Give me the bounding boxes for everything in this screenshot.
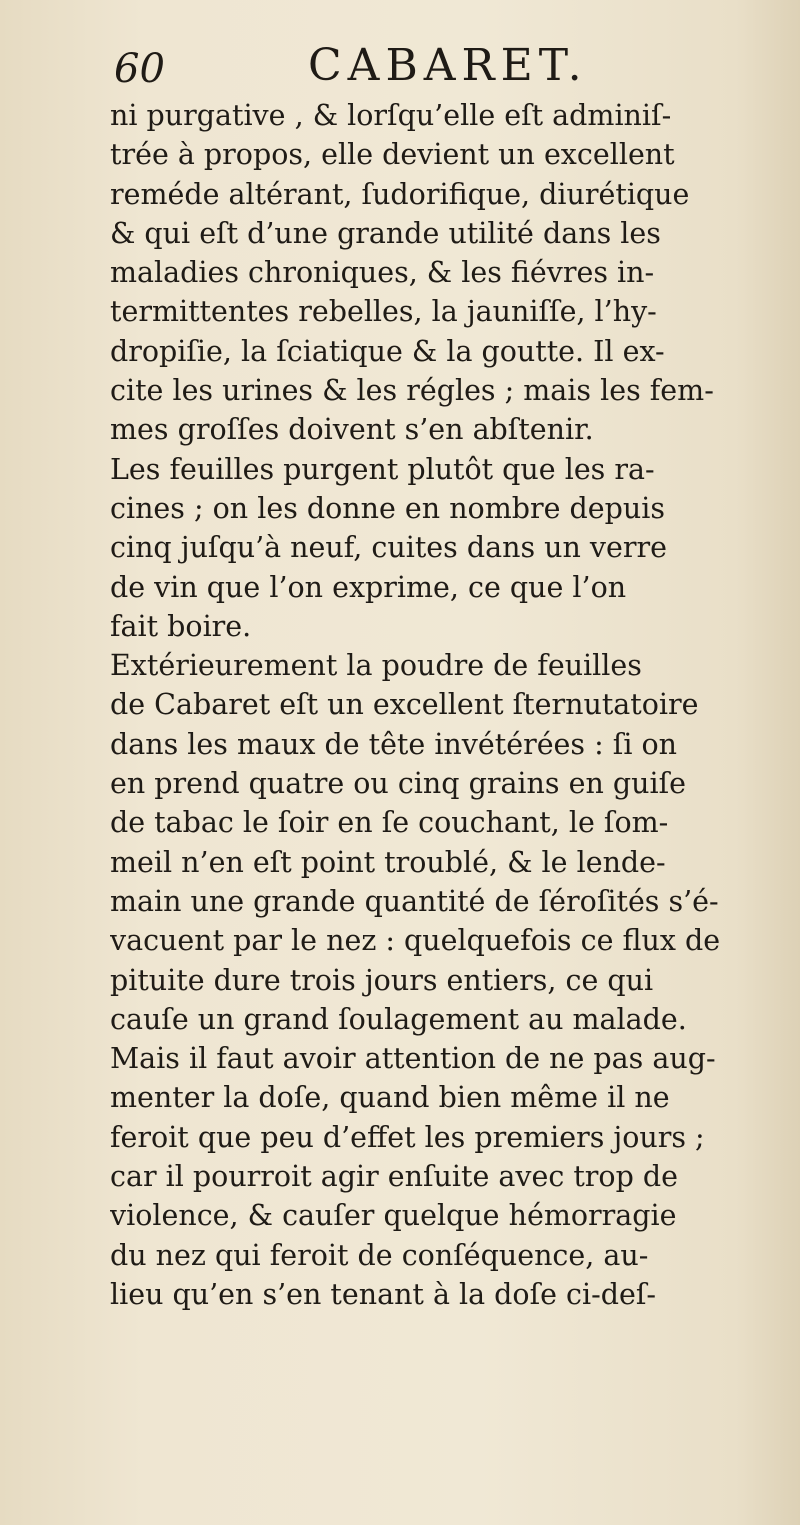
text-line: de tabac le ſoir en ſe couchant, le ſom- [110, 806, 669, 840]
text-line: cite les urines & les régles ; mais les fem- [110, 374, 714, 408]
running-title: CABARET. [308, 40, 588, 91]
text-line: cines ; on les donne en nombre depuis [110, 491, 665, 525]
text-line: maladies chroniques, & les fiévres in- [110, 256, 655, 290]
text-line: violence, & cauſer quelque hémorragie [110, 1199, 677, 1233]
page-number: 60 [114, 46, 165, 92]
text-line: vacuent par le nez : quelquefois ce flux de [110, 924, 721, 958]
text-line: dans les maux de tête invétérées : ſi on [110, 727, 678, 761]
text-line: reméde altérant, ſudorifique, diurétique [110, 177, 690, 211]
body-text [110, 96, 795, 1314]
text-line: de vin que l’on exprime, ce que l’on [110, 570, 627, 604]
text-line: mes groſſes doivent s’en abſtenir. [110, 413, 594, 447]
text-line: Les feuilles purgent plutôt que les ra- [110, 452, 655, 486]
text-line: en prend quatre ou cinq grains en guiſe [110, 767, 686, 801]
text-line: Extérieurement la poudre de feuilles [110, 649, 642, 683]
text-line: & qui eſt d’une grande utilité dans les [110, 216, 661, 250]
text-line: ni purgative , & lorſqu’elle eſt adminiſ- [110, 99, 672, 132]
text-line: termittentes rebelles, la jauniſſe, l’hy- [110, 295, 657, 329]
page-header [114, 40, 754, 100]
text-line: de Cabaret eſt un excellent ſternutatoire [110, 688, 699, 722]
text-line: cauſe un grand ſoulagement au malade. [110, 1002, 687, 1036]
text-line: du nez qui feroit de conſéquence, au- [110, 1238, 649, 1272]
text-line: fait boire. [110, 609, 252, 643]
text-line: car il pourroit agir enſuite avec trop de [110, 1160, 678, 1194]
text-line: trée à propos, elle devient un excellent [110, 138, 675, 172]
text-line: cinq juſqu’à neuf, cuites dans un verre [110, 531, 667, 565]
text-line: meil n’en eſt point troublé, & le lende- [110, 845, 666, 879]
text-line: Mais il faut avoir attention de ne pas aug- [110, 1042, 716, 1076]
text-line: feroit que peu d’effet les premiers jours ; [110, 1120, 705, 1154]
text-line: main une grande quantité de ſéroſités s’é- [110, 884, 719, 918]
text-line: dropiſie, la ſciatique & la goutte. Il ex- [110, 334, 665, 368]
text-line: lieu qu’en s’en tenant à la doſe ci-deſ- [110, 1277, 657, 1311]
text-line: pituite dure trois jours entiers, ce qui [110, 963, 654, 997]
text-line: menter la doſe, quand bien même il ne [110, 1081, 670, 1115]
